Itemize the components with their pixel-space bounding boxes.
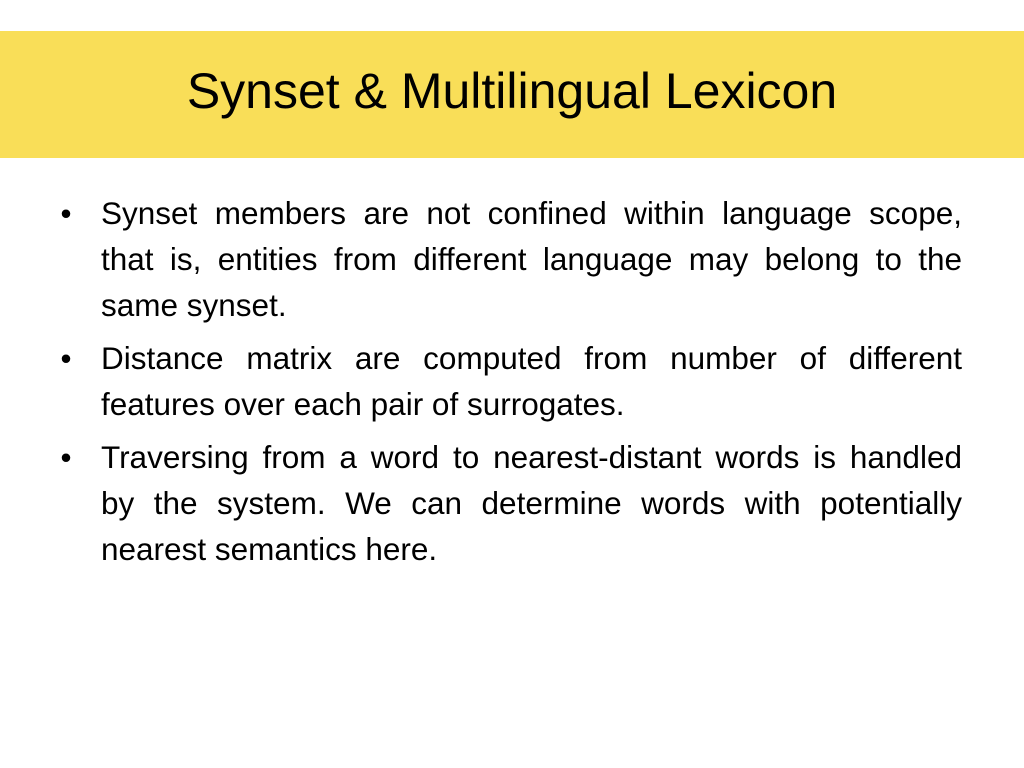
bullet-icon: • xyxy=(60,340,72,376)
bullet-list xyxy=(56,190,962,579)
bullet-item xyxy=(56,434,962,572)
bullet-item xyxy=(56,190,962,328)
bullet-text: Distance matrix are computed from number of different features over each pair of surrogates. xyxy=(101,340,962,422)
bullet-item xyxy=(56,335,962,427)
bullet-icon: • xyxy=(60,439,72,475)
bullet-icon: • xyxy=(60,195,72,231)
title-band xyxy=(0,31,1024,158)
bullet-text: Synset members are not confined within language scope, that is, entities from different language may belong to the same synset. xyxy=(101,195,962,323)
slide-title: Synset & Multilingual Lexicon xyxy=(186,62,838,119)
bullet-text: Traversing from a word to nearest-distant words is handled by the system. We can determine words with potentially nearest semantics here. xyxy=(101,439,962,567)
